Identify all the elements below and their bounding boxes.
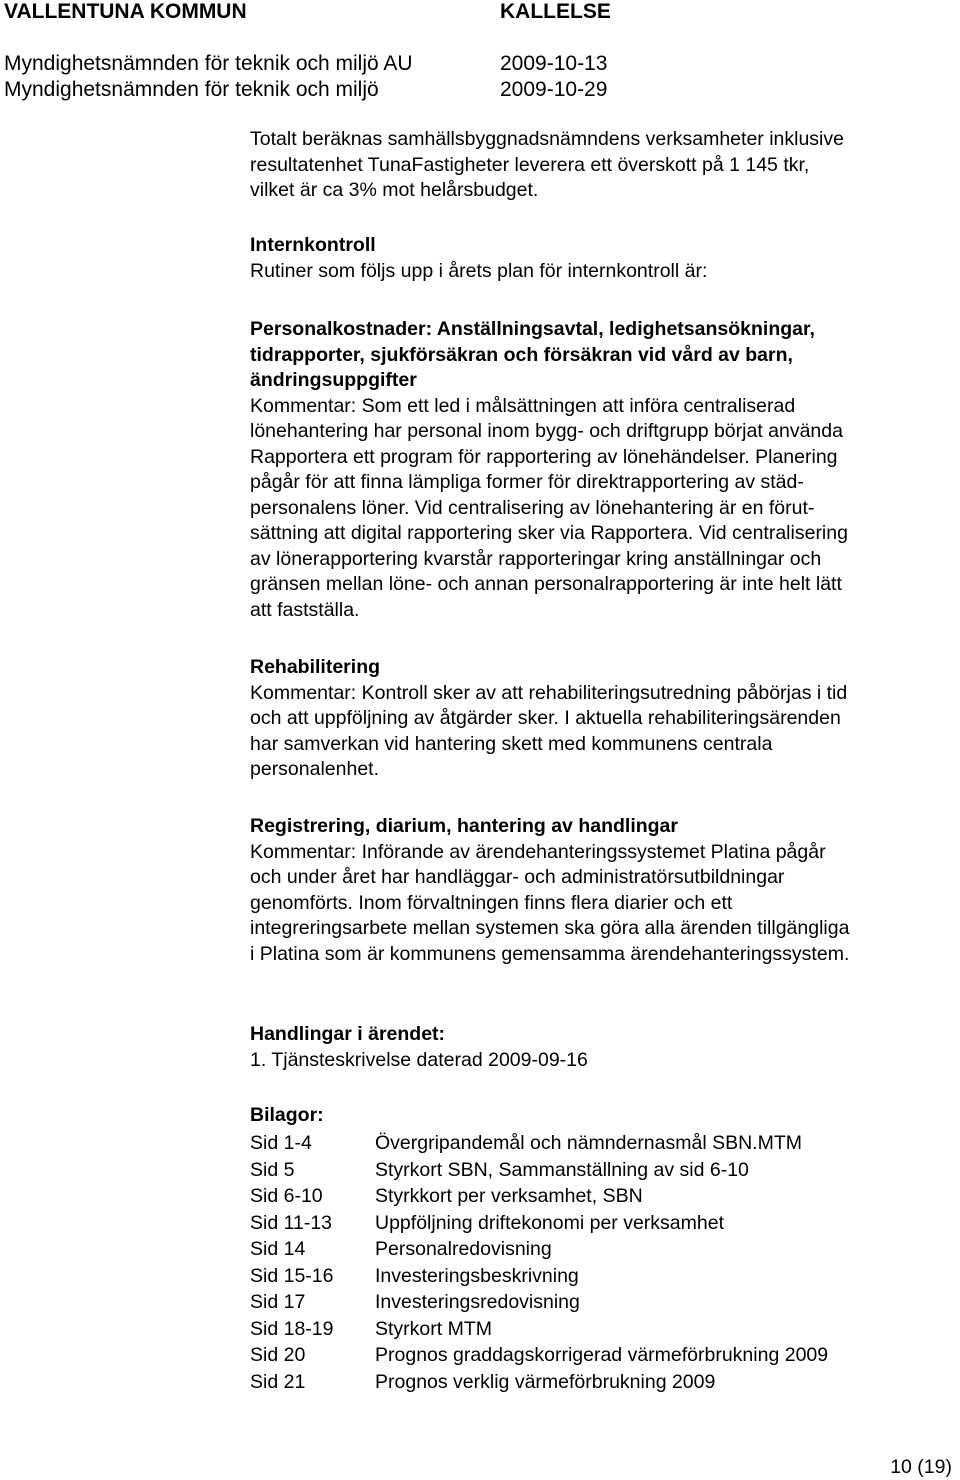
text-line: personalens löner. Vid centralisering av lönehantering är en förut- (250, 496, 815, 519)
text-line: av lönerapportering kvarstår rapporteringar kring anställningar och (250, 547, 822, 570)
personal-section (250, 317, 848, 623)
text-line: Kommentar: Införande av ärendehanteringssystemet Platina pågår (250, 840, 826, 863)
bilaga-page: Sid 1-4 (250, 1132, 312, 1154)
bilaga-row (250, 1289, 580, 1316)
bilaga-page: Sid 11-13 (250, 1212, 333, 1234)
text-line: i Platina som är kommunens gemensamma ärendehanteringssystem. (250, 942, 850, 965)
section-heading: Internkontroll (250, 234, 376, 256)
text-line: lönehantering har personal inom bygg- och driftgrupp börjat använda (250, 420, 843, 442)
internkontroll-section (250, 233, 707, 284)
bilaga-description: Övergripandemål och nämndernasmål SBN.MTM (375, 1132, 803, 1154)
bilaga-description: Prognos verklig värmeförbrukning 2009 (375, 1371, 716, 1393)
text-line: Rapportera ett program för rapportering av lönehändelser. Planering (250, 445, 838, 468)
text-line: personalenhet. (250, 758, 380, 780)
bilaga-description: Prognos graddagskorrigerad värmeförbrukning 2009 (375, 1344, 829, 1366)
text-line: vilket är ca 3% mot helårsbudget. (250, 179, 539, 201)
meeting-date-1: 2009-10-13 (500, 52, 608, 75)
text-line: integreringsarbete mellan systemen ska göra alla ärenden tillgängliga (250, 917, 850, 939)
bilaga-row (250, 1263, 579, 1290)
doc-type: KALLELSE (500, 0, 611, 23)
bilaga-description: Uppföljning driftekonomi per verksamhet (375, 1212, 725, 1234)
section-heading: Registrering, diarium, hantering av handlingar (250, 815, 678, 837)
text-line: sättning att digital rapportering sker via Rapportera. Vid centralisering (250, 522, 848, 544)
bilaga-page: Sid 21 (250, 1371, 306, 1393)
bilaga-description: Personalredovisning (375, 1238, 552, 1260)
meeting-date-2: 2009-10-29 (500, 78, 608, 101)
bilaga-page: Sid 20 (250, 1344, 306, 1366)
bilaga-description: Styrkort MTM (375, 1318, 492, 1340)
rehab-section (250, 655, 847, 783)
bilaga-row (250, 1236, 552, 1263)
text-line: och att uppföljning av åtgärder sker. I aktuella rehabiliteringsärenden (250, 707, 841, 729)
bilaga-row (250, 1210, 724, 1237)
bilaga-page: Sid 17 (250, 1291, 306, 1313)
bilaga-row (250, 1157, 749, 1184)
text-line: gränsen mellan löne- och annan personalrapportering är inte helt lätt (250, 573, 842, 595)
text-line: Totalt beräknas samhällsbyggnadsnämndens verksamheter inklusive (250, 128, 844, 150)
text-line: Kommentar: Som ett led i målsättningen att införa centraliserad (250, 394, 796, 417)
text-line: pågår för att finna lämpliga former för direktrapportering av städ- (250, 471, 804, 493)
section-heading: Handlingar i ärendet: (250, 1023, 446, 1045)
text-line: att fastställa. (250, 598, 360, 621)
text-line: Rutiner som följs upp i årets plan för internkontroll är: (250, 259, 708, 282)
intro-paragraph (250, 127, 844, 204)
meeting-body-1: Myndighetsnämnden för teknik och miljö AU (4, 52, 413, 75)
section-heading: ändringsuppgifter (250, 369, 417, 391)
registrering-section (250, 814, 849, 967)
text-line: och under året har handläggar- och administratörsutbildningar (250, 866, 785, 888)
bilaga-page: Sid 5 (250, 1159, 295, 1181)
bilaga-page: Sid 6-10 (250, 1185, 323, 1207)
bilaga-row (250, 1369, 715, 1396)
bilaga-row (250, 1183, 643, 1210)
page-number: 10 (19) (890, 1456, 952, 1478)
text-line: resultatenhet TunaFastigheter leverera ett överskott på 1 145 tkr, (250, 153, 810, 176)
bilaga-row (250, 1342, 828, 1369)
bilaga-row (250, 1130, 802, 1157)
section-heading: Personalkostnader: Anställningsavtal, ledighetsansökningar, (250, 318, 815, 340)
bilaga-description: Styrkort SBN, Sammanställning av sid 6-10 (375, 1159, 749, 1181)
bilaga-page: Sid 18-19 (250, 1318, 334, 1340)
meeting-body-2: Myndighetsnämnden för teknik och miljö (4, 78, 379, 101)
handlingar-section (250, 1022, 588, 1073)
bilaga-page: Sid 15-16 (250, 1265, 334, 1287)
text-line: genomförts. Inom förvaltningen finns flera diarier och ett (250, 891, 733, 914)
org-name: VALLENTUNA KOMMUN (4, 0, 247, 23)
text-line: Kommentar: Kontroll sker av att rehabiliteringsutredning påbörjas i tid (250, 681, 848, 704)
bilaga-description: Investeringsredovisning (375, 1291, 580, 1313)
section-heading: tidrapporter, sjukförsäkran och försäkran vid vård av barn, (250, 343, 793, 366)
bilaga-description: Styrkkort per verksamhet, SBN (375, 1185, 643, 1207)
bilaga-row (250, 1316, 492, 1343)
bilagor-heading: Bilagor: (250, 1104, 324, 1126)
list-item: 1. Tjänsteskrivelse daterad 2009-09-16 (250, 1048, 588, 1071)
text-line: har samverkan vid hantering skett med kommunens centrala (250, 732, 773, 755)
bilaga-description: Investeringsbeskrivning (375, 1265, 579, 1287)
bilaga-page: Sid 14 (250, 1238, 306, 1260)
section-heading: Rehabilitering (250, 656, 381, 678)
